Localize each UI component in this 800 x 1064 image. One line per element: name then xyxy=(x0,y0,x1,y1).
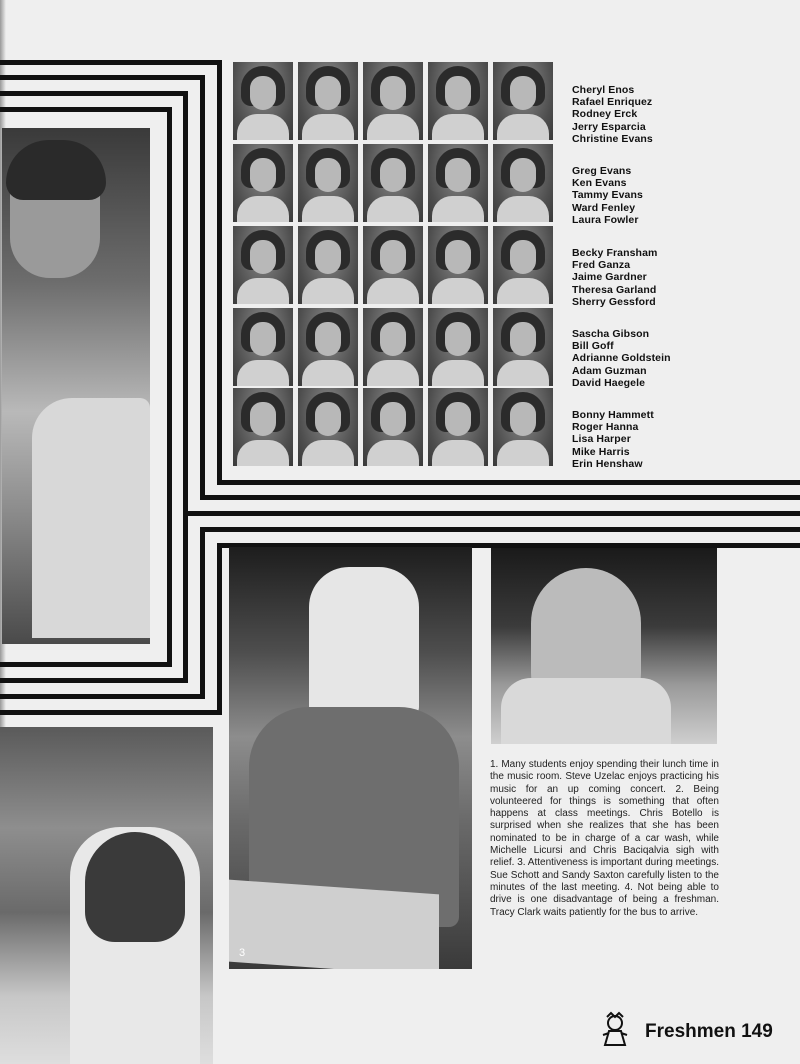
name-list-row-5 xyxy=(572,409,654,470)
photo-caption: 1. Many students enjoy spending their lunch time in the music room. Steve Uzelac enjoys practicing his music for an up coming concert. 2. Being volunteered for things is something that often happens at class meetings. Chris Botello is surprised when she realizes that she has been nominated to be in charge of a car wash, while Michelle Licursi and Chris Baciqalvia sigh with relief. 3. Attentiveness is important during meetings. Sue Schott and Sandy Saxton carefully listen to the minutes of the last meeting. 4. Not being able to drive is one disadvantage of being a freshman. Tracy Clark waits patiently for the bus to arrive. xyxy=(490,759,720,918)
student-name: Adrianne Goldstein xyxy=(572,352,671,365)
student-name: Greg Evans xyxy=(572,165,632,177)
portrait xyxy=(363,388,423,466)
portrait xyxy=(363,308,423,386)
portrait-grid xyxy=(233,62,558,470)
portrait xyxy=(233,308,293,386)
desk xyxy=(229,880,439,969)
portrait xyxy=(298,62,358,140)
student-name: Becky Fransham xyxy=(572,247,658,259)
student-name: Sascha Gibson xyxy=(572,328,650,340)
portrait xyxy=(363,62,423,140)
name-list-row-1 xyxy=(572,84,653,145)
student-name: Lisa Harper xyxy=(572,433,631,446)
student-name: Ward Fenley xyxy=(572,201,636,214)
photo-classroom xyxy=(0,727,213,1064)
student-name: Bonny Hammett xyxy=(572,409,654,421)
student-shirt xyxy=(32,398,150,638)
student-name: David Haegele xyxy=(572,376,646,389)
photo-waiting-for-bus xyxy=(491,548,717,744)
student-hair xyxy=(85,832,185,942)
portrait xyxy=(298,388,358,466)
portrait xyxy=(233,62,293,140)
portrait xyxy=(493,308,553,386)
student-name: Rafael Enriquez xyxy=(572,96,653,109)
page-footer-label: Freshmen 149 xyxy=(645,1021,773,1042)
student-name: Laura Fowler xyxy=(572,213,639,226)
portrait xyxy=(493,226,553,304)
name-list-row-2 xyxy=(572,165,643,226)
portrait xyxy=(493,62,553,140)
student-name: Tammy Evans xyxy=(572,189,643,202)
student-name: Rodney Erck xyxy=(572,108,638,121)
portrait xyxy=(428,308,488,386)
portrait xyxy=(428,388,488,466)
portrait-row-2 xyxy=(233,144,558,222)
student-name: Erin Henshaw xyxy=(572,457,643,470)
portrait xyxy=(233,144,293,222)
student-name: Mike Harris xyxy=(572,445,630,458)
student-name: Theresa Garland xyxy=(572,283,657,296)
portrait xyxy=(233,388,293,466)
photo-music-room xyxy=(2,128,150,644)
portrait xyxy=(428,226,488,304)
portrait xyxy=(428,62,488,140)
mascot-icon xyxy=(597,1011,633,1047)
name-list-row-3 xyxy=(572,247,657,308)
photo-class-meeting xyxy=(229,547,472,969)
portrait xyxy=(363,226,423,304)
portrait-row-1 xyxy=(233,62,558,140)
portrait-row-4 xyxy=(233,308,558,386)
portrait-row-3 xyxy=(233,226,558,304)
student-name: Fred Ganza xyxy=(572,259,631,272)
student-hair xyxy=(6,140,106,200)
portrait xyxy=(363,144,423,222)
student-name: Bill Goff xyxy=(572,340,614,353)
portrait xyxy=(298,308,358,386)
portrait xyxy=(493,388,553,466)
name-list-row-4 xyxy=(572,328,671,389)
student-name: Christine Evans xyxy=(572,132,653,145)
student-name: Roger Hanna xyxy=(572,421,639,434)
student-name: Adam Guzman xyxy=(572,364,647,377)
portrait-row-5 xyxy=(233,388,558,466)
student-name: Cheryl Enos xyxy=(572,84,635,96)
student-name: Sherry Gessford xyxy=(572,295,656,308)
student-name: Jaime Gardner xyxy=(572,271,647,284)
student-figure xyxy=(309,567,419,717)
portrait xyxy=(298,144,358,222)
portrait xyxy=(233,226,293,304)
portrait xyxy=(428,144,488,222)
student-name: Jerry Esparcia xyxy=(572,120,646,133)
student-coat xyxy=(501,678,671,744)
photo-number: 3 xyxy=(239,947,246,959)
student-name: Ken Evans xyxy=(572,177,627,190)
portrait xyxy=(298,226,358,304)
portrait xyxy=(493,144,553,222)
